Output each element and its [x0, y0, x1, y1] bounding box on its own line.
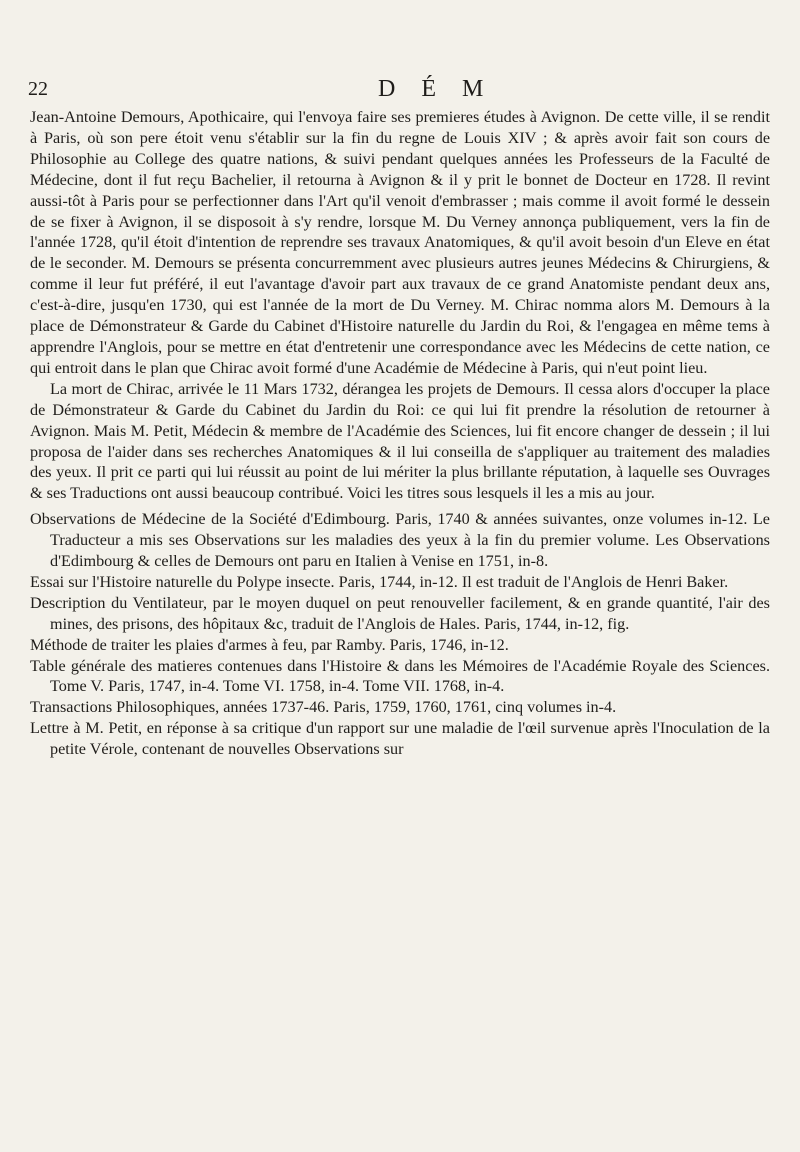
bibliography-entry: Table générale des matieres contenues dans l'Histoire & dans les Mémoires de l'Académie Royale des Sciences. Tome V. Paris, 1747, in-4. Tome VI. 1758, in-4. Tome VII. 1768, in-4. — [30, 656, 770, 696]
page-header — [28, 76, 770, 106]
bibliography-entry: Description du Ventilateur, par le moyen duquel on peut renouveller facilement, & en grande quantité, l'air des mines, des prisons, des hôpitaux &c, traduit de l'Anglois de Hales. Paris, 1744, in-12, fig. — [30, 593, 770, 633]
bibliography-entry: Transactions Philosophiques, années 1737-46. Paris, 1759, 1760, 1761, cinq volumes in-4. — [30, 698, 617, 717]
running-title: D É M — [378, 76, 494, 102]
bibliography-entry: Lettre à M. Petit, en réponse à sa critique d'un rapport sur une maladie de l'œil survenue après l'Inoculation de la petite Vérole, contenant de nouvelles Observations sur — [30, 719, 770, 759]
bibliography-entry: Observations de Médecine de la Société d'Edimbourg. Paris, 1740 & années suivantes, onze volumes in-12. Le Traducteur a mis ses Observations sur les maladies des yeux à la fin du premier volume. Les Observations d'Edimbourg & celles de Demours ont paru en Italien à Venise en 1751, in-8. — [30, 510, 770, 571]
paragraph-biography-2: La mort de Chirac, arrivée le 11 Mars 1732, dérangea les projets de Demours. Il cessa alors d'occuper la place de Démonstrateur & Garde du Cabinet du Jardin du Roi: ce qui lui fit prendre la résolution de retourner à Avignon. Mais M. Petit, Médecin & membre de l'Académie des Sciences, lui fit encore changer de dessein ; il lui proposa de l'aider dans ses recherches Anatomiques & il lui conseilla de s'appliquer au traitement des maladies des yeux. Il prit ce parti qui lui réussit au point de lui mériter la plus brillante réputation, à laquelle ses Ouvrages & ses Traductions ont aussi beaucoup contribué. Voici les titres sous lesquels il les a mis au jour. — [30, 379, 770, 503]
bibliography-entry: Méthode de traiter les plaies d'armes à feu, par Ramby. Paris, 1746, in-12. — [30, 635, 509, 654]
body-text — [30, 107, 770, 760]
page-number: 22 — [28, 78, 48, 100]
paragraph-biography-1: Jean-Antoine Demours, Apothicaire, qui l'envoya faire ses premieres études à Avignon. De cette ville, il se rendit à Paris, où son pere étoit venu s'établir sur la fin du regne de Louis XIV ; & après avoir fait son cours de Philosophie au College des quatre nations, & suivi pendant quelques années les Professeurs de la Faculté de Médecine, dont il fut reçu Bachelier, il retourna à Avignon & il y prit le bonnet de Docteur en 1728. Il revint aussi-tôt à Paris pour se perfectionner dans l'Art qu'il venoit d'embrasser ; mais comme il avoit formé le dessein de se fixer à Avignon, il se disposoit à s'y rendre, lorsque M. Du Verney annonça publiquement, vers la fin de l'année 1728, qu'il étoit d'intention de reprendre ses travaux Anatomiques, & qu'il avoit besoin d'un Eleve en état de le seconder. M. Demours se présenta concurremment avec plusieurs autres jeunes Médecins & Chirurgiens, & comme il leur fut préféré, il eut l'avantage d'avoir part aux travaux de ce grand Anatomiste pendant deux ans, c'est-à-dire, jusqu'en 1730, qui est l'année de la mort de Du Verney. M. Chirac nomma alors M. Demours à la place de Démonstrateur & Garde du Cabinet d'Histoire naturelle du Jardin du Roi, & l'engagea en même tems à apprendre l'Anglois, pour se mettre en état d'entretenir une correspondance avec les Médecins de cette nation, ce qui entroit dans le plan que Chirac avoit formé d'une Académie de Médecine à Paris, qui n'eut point lieu. — [30, 108, 770, 377]
bibliography-entry: Essai sur l'Histoire naturelle du Polype insecte. Paris, 1744, in-12. Il est traduit de l'Anglois de Henri Baker. — [30, 572, 729, 591]
